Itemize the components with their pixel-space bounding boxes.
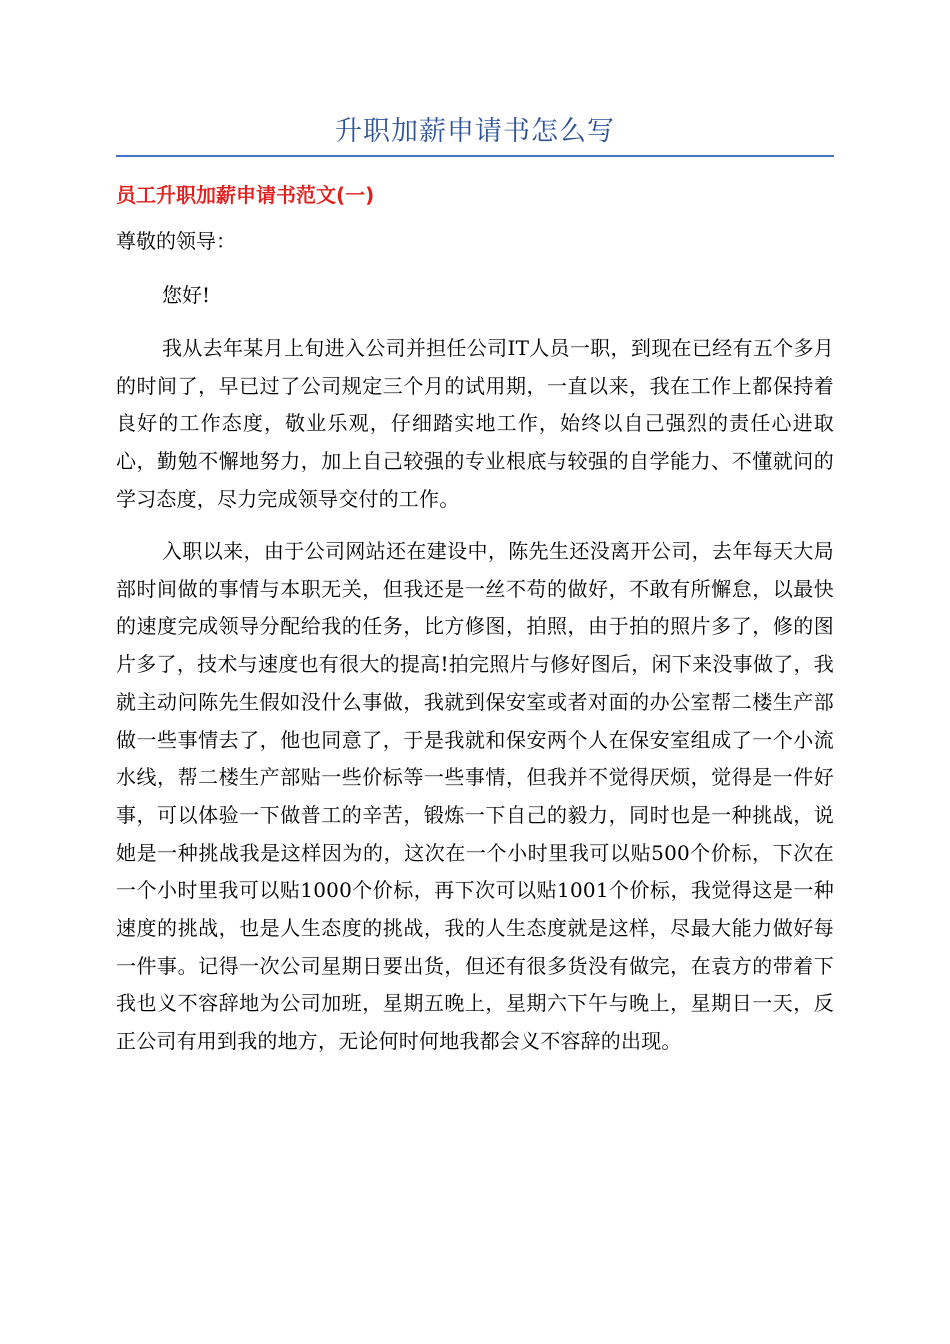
section-heading: 员工升职加薪申请书范文(一) bbox=[116, 183, 375, 207]
document-title: 升职加薪申请书怎么写 bbox=[335, 116, 615, 147]
title-underline-divider bbox=[116, 155, 834, 157]
body-paragraph-2: 入职以来，由于公司网站还在建设中，陈先生还没离开公司，去年每天大局部时间做的事情与本职无关，但我还是一丝不苟的做好，不敢有所懈怠，以最快的速度完成领导分配给我的任务，比方修图，拍照，由于拍的照片多了，修的图片多了，技术与速度也有很大的提高!拍完照片与修好图后，闲下来没事做了，我就主动问陈先生假如没什么事做，我就到保安室或者对面的办公室帮二楼生产部做一些事情去了，他也同意了，于是我就和保安两个人在保安室组成了一个小流水线，帮二楼生产部贴一些价标等一些事情，但我并不觉得厌烦，觉得是一件好事，可以体验一下做普工的辛苦，锻炼一下自己的毅力，同时也是一种挑战，说她是一种挑战我是这样因为的，这次在一个小时里我可以贴500个价标，下次在一个小时里我可以贴1000个价标，再下次可以贴1001个价标，我觉得这是一种速度的挑战，也是人生态度的挑战，我的人生态度就是这样，尽最大能力做好每一件事。记得一次公司星期日要出货，但还有很多货没有做完，在袁方的带着下我也义不容辞地为公司加班，星期五晚上，星期六下午与晚上，星期日一天，反正公司有用到我的地方，无论何时何地我都会义不容辞的出现。 bbox=[116, 539, 834, 1054]
body-paragraph-1: 我从去年某月上旬进入公司并担任公司IT人员一职，到现在已经有五个多月的时间了，早已过了公司规定三个月的试用期，一直以来，我在工作上都保持着良好的工作态度，敬业乐观，仔细踏实地工作，始终以自己强烈的责任心进取心，勤勉不懈地努力，加上自己较强的专业根底与较强的自学能力、不懂就问的学习态度，尽力完成领导交付的工作。 bbox=[116, 336, 834, 511]
salutation-text: 尊敬的领导： bbox=[116, 229, 236, 253]
greeting-text: 您好! bbox=[162, 283, 211, 307]
